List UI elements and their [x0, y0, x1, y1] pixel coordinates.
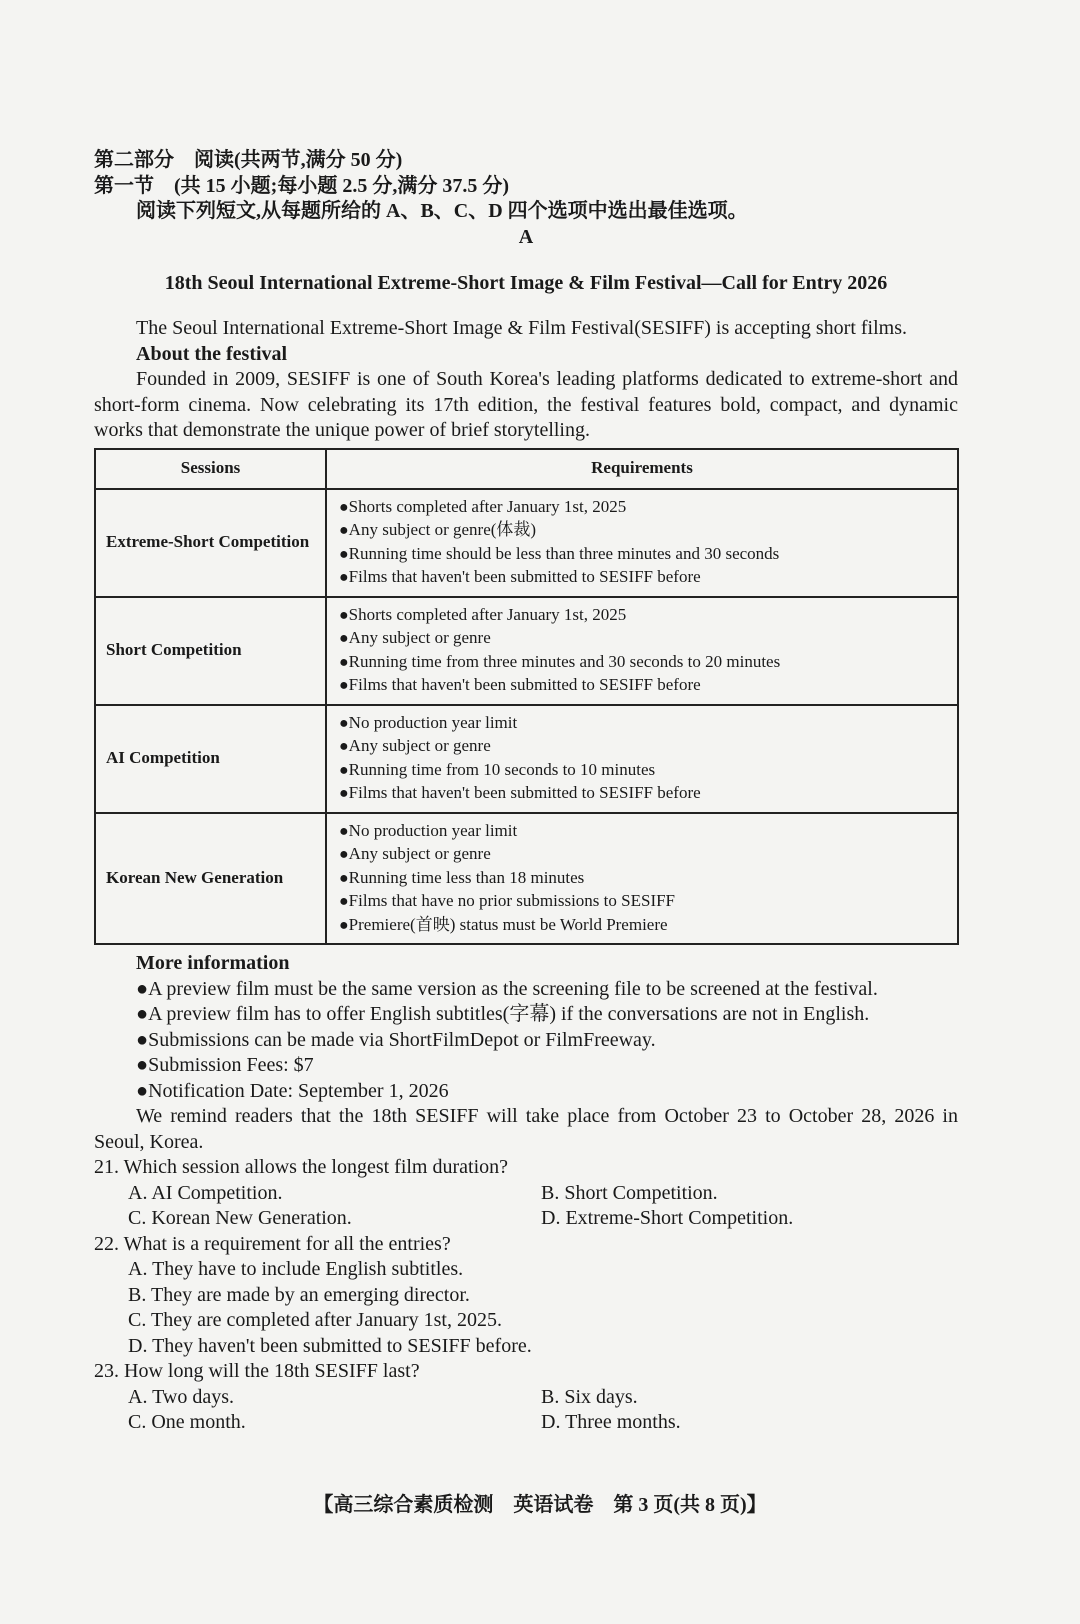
more-info-list — [94, 977, 958, 1105]
bullet-icon: ● — [339, 653, 349, 671]
requirement-text: Films that haven't been submitted to SESIFF before — [348, 675, 701, 694]
bullet-icon: ● — [339, 761, 349, 779]
requirement-text: Running time should be less than three minutes and 30 seconds — [348, 543, 780, 563]
answer-option[interactable]: A. Two days. — [128, 1385, 235, 1408]
bullet-icon: ● — [136, 1079, 149, 1102]
session-name: Short Competition — [95, 597, 326, 705]
requirement-text: Premiere(首映) status must be World Premiere — [348, 914, 668, 934]
requirement-item — [339, 566, 947, 590]
col-header-sessions: Sessions — [95, 449, 326, 489]
bullet-icon: ● — [339, 738, 349, 755]
requirement-text: Running time from three minutes and 30 seconds to 20 minutes — [348, 651, 781, 671]
bullet-icon: ● — [339, 785, 349, 802]
requirement-text: Any subject or genre — [348, 736, 491, 755]
requirement-item — [339, 519, 947, 543]
bullet-icon: ● — [339, 569, 349, 586]
table-row — [95, 489, 958, 597]
more-info-item — [94, 977, 958, 1003]
requirement-item — [339, 759, 947, 783]
more-info-text: Notification Date: September 1, 2026 — [148, 1079, 449, 1102]
requirement-item — [339, 914, 947, 938]
questions — [94, 1155, 958, 1436]
about-heading: About the festival — [136, 342, 288, 365]
bullet-icon: ● — [339, 630, 349, 647]
intro-paragraph: The Seoul International Extreme-Short Image & Film Festival(SESIFF) is accepting short films. — [136, 317, 907, 339]
closing-paragraph: We remind readers that the 18th SESIFF will take place from October 23 to October 28, 2026 in Seoul, Korea. — [94, 1105, 958, 1153]
requirement-item — [339, 712, 947, 736]
passage-letter: A — [518, 225, 534, 248]
requirement-text: Films that haven't been submitted to SESIFF before — [348, 783, 701, 802]
requirement-item — [339, 867, 947, 891]
more-info-item — [94, 1002, 958, 1028]
requirement-text: Films that haven't been submitted to SESIFF before — [348, 567, 701, 586]
requirement-item — [339, 782, 947, 806]
bullet-icon: ● — [339, 822, 349, 840]
session-requirements — [326, 489, 958, 597]
table-row — [95, 705, 958, 813]
about-paragraph: Founded in 2009, SESIFF is one of South Korea's leading platforms dedicated to extreme-short and short-form cinema. Now celebrating its 17th edition, the festival features bold, compact, and dynamic works that demonstrate the unique power of brief storytelling. — [94, 368, 958, 441]
more-info-heading: More information — [136, 952, 290, 974]
bullet-icon: ● — [136, 977, 149, 1000]
section-heading: 第一节 (共 15 小题;每小题 2.5 分,满分 37.5 分) — [94, 174, 509, 197]
session-requirements — [326, 705, 958, 813]
bullet-icon: ● — [339, 606, 349, 624]
bullet-icon: ● — [339, 916, 349, 934]
requirement-text: No production year limit — [348, 712, 518, 732]
requirement-text: Any subject or genre — [348, 628, 491, 647]
session-requirements — [326, 813, 958, 945]
requirement-text: Any subject or genre — [348, 844, 491, 863]
option-row — [94, 1206, 958, 1232]
bullet-icon: ● — [339, 893, 349, 910]
requirement-text: Running time less than 18 minutes — [348, 867, 585, 887]
bullet-icon: ● — [136, 1028, 149, 1051]
session-requirements — [326, 597, 958, 705]
table-row — [95, 597, 958, 705]
answer-option[interactable]: B. Six days. — [541, 1385, 638, 1408]
more-info-item — [94, 1053, 958, 1079]
question-stem: 22. What is a requirement for all the entries? — [94, 1232, 451, 1255]
answer-option[interactable]: C. They are completed after January 1st, 2025. — [128, 1309, 502, 1331]
more-info-text: Submission Fees: $7 — [148, 1054, 314, 1076]
answer-option[interactable]: B. Short Competition. — [541, 1181, 718, 1204]
requirement-text: Any subject or genre(体裁) — [348, 520, 537, 539]
bullet-icon: ● — [339, 545, 349, 563]
option-row — [94, 1410, 958, 1436]
passage-title: 18th Seoul International Extreme-Short Image & Film Festival—Call for Entry 2026 — [164, 272, 888, 294]
answer-option[interactable]: D. Three months. — [541, 1411, 681, 1433]
option-row — [94, 1385, 958, 1411]
more-info-item — [94, 1079, 958, 1105]
question-stem: 23. How long will the 18th SESIFF last? — [94, 1360, 420, 1382]
requirement-item — [339, 604, 947, 628]
more-info-item — [94, 1028, 958, 1054]
bullet-icon: ● — [339, 522, 349, 539]
answer-option[interactable]: C. One month. — [128, 1411, 246, 1433]
bullet-icon: ● — [339, 869, 349, 887]
bullet-icon: ● — [339, 714, 349, 732]
session-name: Korean New Generation — [95, 813, 326, 945]
requirement-item — [339, 543, 947, 567]
instruction: 阅读下列短文,从每题所给的 A、B、C、D 四个选项中选出最佳选项。 — [136, 200, 748, 222]
requirement-text: No production year limit — [348, 820, 518, 840]
part-heading: 第二部分 阅读(共两节,满分 50 分) — [94, 149, 403, 171]
requirement-item — [339, 674, 947, 698]
requirement-text: Running time from 10 seconds to 10 minutes — [348, 759, 656, 779]
bullet-icon: ● — [339, 498, 349, 516]
requirement-item — [339, 735, 947, 759]
requirement-item — [339, 496, 947, 520]
bullet-icon: ● — [136, 1003, 149, 1025]
bullet-icon: ● — [136, 1054, 149, 1076]
answer-option[interactable]: D. Extreme-Short Competition. — [541, 1207, 794, 1229]
requirement-text: Shorts completed after January 1st, 2025 — [348, 604, 627, 624]
requirement-item — [339, 820, 947, 844]
answer-option[interactable]: C. Korean New Generation. — [128, 1207, 352, 1229]
answer-option[interactable]: B. They are made by an emerging director. — [128, 1283, 470, 1306]
requirement-item — [339, 651, 947, 675]
requirement-text: Shorts completed after January 1st, 2025 — [348, 496, 627, 516]
page-footer: 【高三综合素质检测 英语试卷 第 3 页(共 8 页)】 — [313, 1494, 767, 1516]
option-row — [94, 1181, 958, 1207]
question-stem: 21. Which session allows the longest film duration? — [94, 1156, 509, 1178]
more-info-text: A preview film has to offer English subtitles(字幕) if the conversations are not in English. — [148, 1003, 870, 1025]
session-name: AI Competition — [95, 705, 326, 813]
answer-option[interactable]: A. They have to include English subtitles. — [128, 1258, 464, 1280]
table-row — [95, 813, 958, 945]
more-info-text: Submissions can be made via ShortFilmDepot or FilmFreeway. — [148, 1028, 656, 1051]
bullet-icon: ● — [339, 846, 349, 863]
more-info-text: A preview film must be the same version as the screening file to be screened at the festival. — [148, 977, 878, 1000]
col-header-requirements: Requirements — [326, 449, 958, 489]
requirements-table — [94, 448, 959, 946]
requirement-item — [339, 890, 947, 914]
answer-option[interactable]: A. AI Competition. — [128, 1181, 283, 1204]
requirement-item — [339, 627, 947, 651]
bullet-icon: ● — [339, 677, 349, 694]
requirement-text: Films that have no prior submissions to SESIFF — [348, 891, 676, 910]
requirement-item — [339, 843, 947, 867]
session-name: Extreme-Short Competition — [95, 489, 326, 597]
answer-option[interactable]: D. They haven't been submitted to SESIFF before. — [128, 1334, 532, 1357]
